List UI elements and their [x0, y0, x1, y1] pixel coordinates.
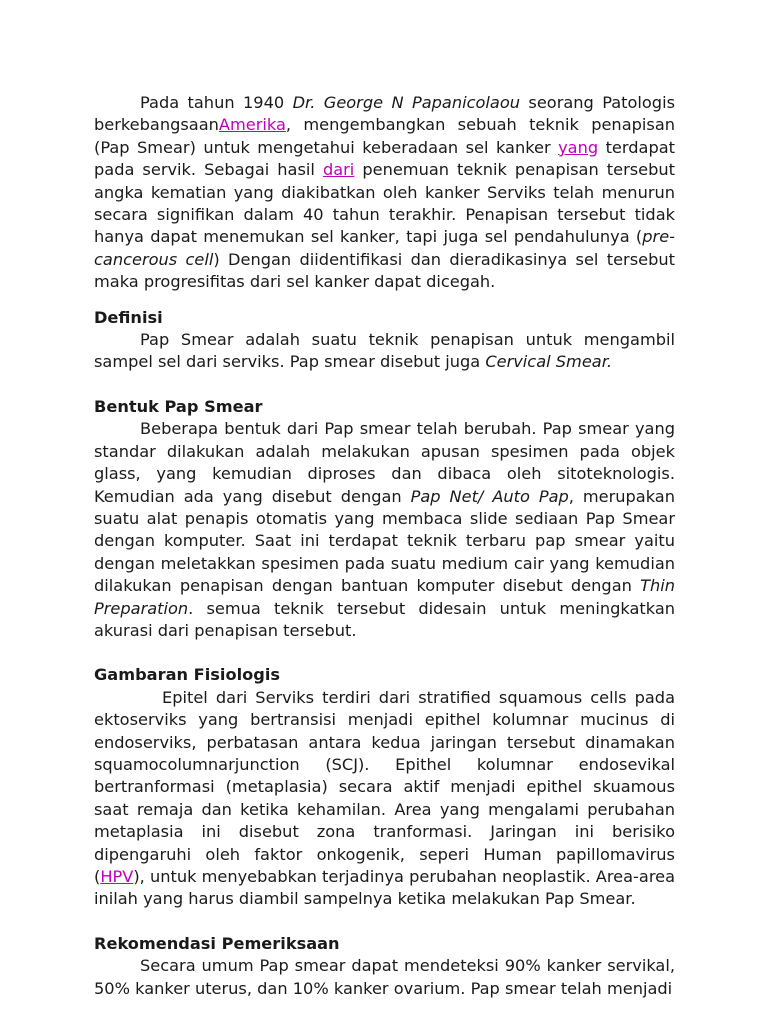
- link-hpv[interactable]: HPV: [100, 867, 134, 886]
- intro-text-4: terdapat pada servik. Sebagai hasil: [94, 137, 676, 180]
- link-amerika[interactable]: Amerika: [218, 115, 286, 135]
- rekomendasi-text: Secara umum Pap smear dapat mendeteksi 90% kanker servikal, 50% kanker uterus, dan 10% kanker ovarium. Pap smear telah menjadi: [94, 956, 675, 998]
- link-dari[interactable]: dari: [322, 160, 355, 180]
- heading-gambaran-fisiologis: Gambaran Fisiologis: [94, 665, 281, 685]
- gambaran-paragraph: [94, 687, 675, 911]
- intro-text-1: Pada tahun 1940: [140, 93, 293, 112]
- gambaran-text-1: Epitel dari Serviks terdiri dari stratified squamous cells pada ektoserviks yang bertransisi menjadi epithel kolumnar mucinus di endoserviks, perbatasan antara kedua jaringan tersebut dinamakan squamocolumnarjunction (SCJ). Epithel kolumnar endosevikal bertranformasi (metaplasia) secara aktif menjadi epithel skuamous saat remaja dan ketika kehamilan. Area yang mengalami perubahan metaplasia ini disebut zona tranformasi. Jaringan ini berisiko dipengaruhi oleh faktor onkogenik, seperi Human papillomavirus (: [94, 687, 675, 886]
- heading-definisi: Definisi: [94, 307, 163, 327]
- heading-bentuk-pap-smear: Bentuk Pap Smear: [94, 396, 263, 416]
- bentuk-text-3: . semua teknik tersebut didesain untuk meningkatkan akurasi dari penapisan tersebut.: [94, 598, 675, 640]
- intro-paragraph: [94, 92, 675, 294]
- bentuk-text-2: , merupakan suatu alat penapis otomatis yang membaca slide sediaan Pap Smear dengan komputer. Saat ini terdapat teknik terbaru pap smear yaitu dengan meletakkan spesimen pada suatu medium cair yang kemudian dilakukan penapisan dengan bantuan komputer disebut dengan: [94, 486, 675, 596]
- intro-text-6: ) Dengan diidentifikasi dan dieradikasinya sel tersebut maka progresifitas dari sel kanker dapat dicegah.: [94, 249, 675, 292]
- intro-name-italic: Dr. George N Papanicolaou: [292, 93, 520, 112]
- link-yang[interactable]: yang: [558, 137, 599, 157]
- heading-rekomendasi-pemeriksaan: Rekomendasi Pemeriksaan: [94, 933, 340, 953]
- intro-text-3: , mengembangkan sebuah teknik penapisan (Pap Smear) untuk mengetahui keberadaan sel kanker: [94, 115, 675, 157]
- intro-text-2: seorang Patologis berkebangsaan: [94, 93, 676, 135]
- document-body: [94, 92, 675, 1000]
- bentuk-paragraph: [94, 418, 675, 642]
- definisi-paragraph: [94, 329, 675, 374]
- gambaran-text-2: ), untuk menyebabkan terjadinya perubahan neoplastik. Area-area inilah yang harus diambil sampelnya ketika melakukan Pap Smear.: [94, 867, 675, 909]
- definisi-text: Pap Smear adalah suatu teknik penapisan untuk mengambil sampel sel dari serviks. Pap smear disebut juga: [94, 330, 675, 372]
- intro-text-5: penemuan teknik penapisan tersebut angka kematian yang diakibatkan oleh kanker Serviks telah menurun secara signifikan dalam 40 tahun terakhir. Penapisan tersebut tidak hanya dapat menemukan sel kanker, tapi juga sel pendahulunya (: [94, 160, 675, 247]
- rekomendasi-paragraph: [94, 955, 675, 1000]
- definisi-italic: Cervical Smear.: [485, 352, 613, 372]
- intro-italic-precancerous: pre-cancerous cell: [94, 227, 675, 269]
- bentuk-italic-papnet: Pap Net/ Auto Pap: [410, 486, 569, 506]
- bentuk-text-1: Beberapa bentuk dari Pap smear telah berubah. Pap smear yang standar dilakukan adalah melakukan apusan spesimen pada objek glass, yang kemudian diproses dan dibaca oleh sitoteknologis. Kemudian ada yang disebut dengan: [94, 419, 675, 506]
- bentuk-italic-thinprep: Thin Preparation: [94, 576, 675, 618]
